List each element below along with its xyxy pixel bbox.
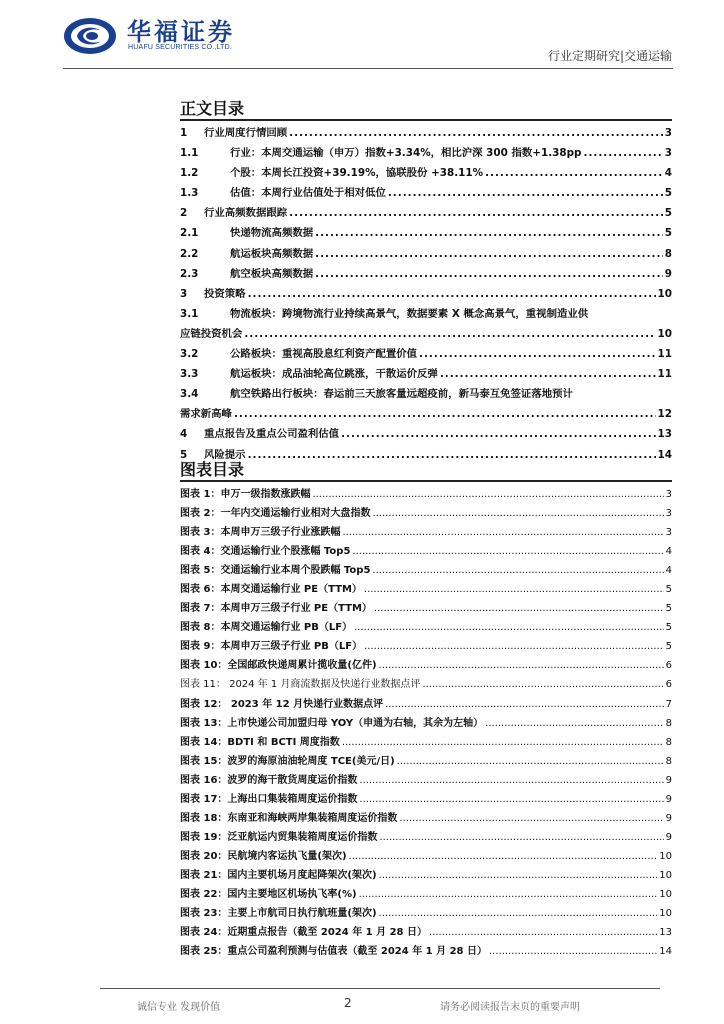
toc-leader-dots xyxy=(419,348,656,360)
figures-list xyxy=(180,485,672,961)
footer-divider xyxy=(100,988,660,989)
figure-item-page: 9 xyxy=(665,793,672,805)
toc-item-title: 估值：本周行业估值处于相对低位 xyxy=(230,187,386,200)
toc-item-page: 10 xyxy=(657,327,672,340)
toc-item-number: 2.2 xyxy=(180,247,199,260)
figure-item-page: 5 xyxy=(665,584,672,596)
figure-leader-dots xyxy=(374,603,664,614)
toc-leader-dots xyxy=(244,328,655,340)
brand-name-en: HUAFU SECURITIES CO.,LTD. xyxy=(128,44,233,51)
toc-leader-dots xyxy=(289,127,663,139)
footer-slogan: 诚信专业 发现价值 xyxy=(137,1002,221,1013)
figure-item[interactable] xyxy=(180,942,672,961)
figure-item-title: 图表 2：一年内交通运输行业相对大盘指数 xyxy=(180,508,371,520)
toc-item-title: 公路板块：重视高股息红利资产配置价值 xyxy=(230,348,418,361)
figure-item-page: 8 xyxy=(665,755,672,767)
figure-item[interactable] xyxy=(180,885,672,904)
toc-item-page: 9 xyxy=(664,267,672,280)
figure-item-page: 7 xyxy=(665,698,672,710)
toc-item[interactable] xyxy=(180,124,672,144)
toc-item[interactable] xyxy=(180,385,672,405)
figure-item[interactable] xyxy=(180,790,672,809)
figure-leader-dots xyxy=(352,546,663,557)
toc-item[interactable] xyxy=(180,365,672,385)
toc-leader-dots xyxy=(289,207,663,219)
figures-title-rule xyxy=(180,480,672,482)
toc-item-page: 3 xyxy=(664,147,672,160)
figure-item-page: 10 xyxy=(659,908,672,920)
toc-item-page: 12 xyxy=(657,408,672,421)
figure-item[interactable] xyxy=(180,656,672,675)
figure-item-title: 图表 3：本周申万三级子行业涨跌幅 xyxy=(180,527,341,539)
figure-item[interactable] xyxy=(180,923,672,942)
toc-item-title: 快递物流高频数据 xyxy=(230,227,314,240)
figure-item-title: 图表 12： 2023 年 12 月快递行业数据点评 xyxy=(180,698,384,710)
toc-item-number: 4 xyxy=(180,428,188,441)
figure-leader-dots xyxy=(354,622,664,633)
toc-item-number: 2.3 xyxy=(180,267,199,280)
toc-item[interactable] xyxy=(180,164,672,184)
figure-leader-dots xyxy=(364,641,664,652)
toc-item-title: 航运板块高频数据 xyxy=(230,247,314,260)
figure-item-title: 图表 20：民航境内客运执飞量(架次) xyxy=(180,850,347,862)
figure-leader-dots xyxy=(379,908,658,919)
figure-leader-dots xyxy=(379,870,658,881)
toc-leader-dots xyxy=(341,428,655,440)
footer-disclaimer: 请务必阅读报告末页的重要声明 xyxy=(440,1002,580,1013)
figure-item-page: 4 xyxy=(665,565,672,577)
figure-item-title: 图表 11： 2024 年 1 月商流数据及快递行业数据点评 xyxy=(180,679,421,691)
toc-item-title: 个股：本周长江投资+39.19%，協联股份 +38.11% xyxy=(230,167,484,180)
figure-item-title: 图表 6：本周交通运输行业 PE（TTM） xyxy=(180,584,362,596)
figure-item-title: 图表 13：上市快递公司加盟归母 YOY（申通为右轴，其余为左轴） xyxy=(180,717,484,729)
figure-item[interactable] xyxy=(180,637,672,656)
toc-item[interactable] xyxy=(180,224,672,244)
figure-item-title: 图表 14：BDTI 和 BCTI 周度指数 xyxy=(180,736,340,748)
figure-item-title: 图表 9：本周申万三级子行业 PB（LF） xyxy=(180,641,363,653)
toc-item-title: 航空铁路出行板块：春运前三天旅客量远超疫前，新马泰互免签证落地预计 xyxy=(230,388,573,401)
toc-item-title: 行业高频数据跟踪 xyxy=(204,207,288,220)
figure-item[interactable] xyxy=(180,580,672,599)
toc-item-title: 行业：本周交通运输（申万）指数+3.34%，相比沪深 300 指数+1.38pp xyxy=(230,147,582,160)
toc-leader-dots xyxy=(485,167,663,179)
figure-leader-dots xyxy=(372,565,663,576)
toc-leader-dots xyxy=(234,408,656,420)
toc-item-page: 5 xyxy=(664,227,672,240)
toc-item[interactable] xyxy=(180,305,672,325)
toc-leader-dots xyxy=(315,227,663,239)
toc-item-title: 行业周度行情回顾 xyxy=(204,127,288,139)
toc-item[interactable] xyxy=(180,446,672,466)
figure-item[interactable] xyxy=(180,675,672,694)
toc-item-title: 重点报告及重点公司盈利估值 xyxy=(204,428,340,441)
toc-item-continuation[interactable] xyxy=(180,405,672,425)
toc-item-title: 风险提示 xyxy=(204,448,246,461)
figure-item[interactable] xyxy=(180,561,672,580)
toc-item-page: 10 xyxy=(657,287,672,300)
toc-item-title: 物流板块：跨境物流行业持续高景气，数据要素 X 概念高景气，重视制造业供 xyxy=(230,307,589,320)
figure-item-page: 5 xyxy=(665,622,672,634)
page-header xyxy=(0,0,724,72)
toc-item-title: 投资策略 xyxy=(204,287,246,300)
figure-item-title: 图表 24：近期重点报告（截至 2024 年 1 月 28 日） xyxy=(180,927,427,939)
toc-item-page: 5 xyxy=(664,207,672,220)
toc-item-page: 5 xyxy=(664,187,672,200)
report-type: 行业定期研究|交通运输 xyxy=(547,49,672,63)
figure-item-page: 6 xyxy=(665,679,672,691)
figure-leader-dots xyxy=(397,756,664,767)
toc-item[interactable] xyxy=(180,144,672,164)
figure-item-page: 9 xyxy=(665,831,672,843)
toc-list xyxy=(180,124,672,466)
toc-item-number: 5 xyxy=(180,448,188,461)
figure-item-page: 4 xyxy=(665,546,672,558)
toc-item-title-cont: 应链投资机会 xyxy=(180,327,243,340)
figure-item-title: 图表 4：交通运输行业个股涨幅 Top5 xyxy=(180,546,351,558)
figure-item-page: 9 xyxy=(665,774,672,786)
toc-item-number: 3.4 xyxy=(180,388,199,401)
figure-item-title: 图表 22：国内主要地区机场执飞率(%) xyxy=(180,888,357,900)
figure-leader-dots xyxy=(359,775,663,786)
figure-item-title: 图表 21：国内主要机场月度起降架次(架次) xyxy=(180,869,377,881)
figure-item-page: 3 xyxy=(665,508,672,520)
toc-item[interactable] xyxy=(180,204,672,224)
figure-item-title: 图表 7：本周申万三级子行业 PE（TTM） xyxy=(180,603,372,615)
figure-item[interactable] xyxy=(180,733,672,752)
figures-title: 图表目录 xyxy=(180,460,245,479)
figure-leader-dots xyxy=(342,527,663,538)
toc-leader-dots xyxy=(315,268,663,280)
toc-item-page: 13 xyxy=(657,428,672,441)
toc-item-number: 1 xyxy=(180,127,188,139)
toc-item-number: 1.1 xyxy=(180,147,199,160)
figure-item-page: 13 xyxy=(659,927,672,939)
figure-item-title: 图表 16：波罗的海干散货周度运价指数 xyxy=(180,774,358,786)
figure-leader-dots xyxy=(312,489,663,500)
figure-item-page: 10 xyxy=(659,888,672,900)
figure-item-page: 10 xyxy=(659,869,672,881)
figure-leader-dots xyxy=(485,718,663,729)
figure-leader-dots xyxy=(364,584,664,595)
figure-leader-dots xyxy=(422,679,663,690)
figure-item[interactable] xyxy=(180,695,672,714)
figure-item-page: 6 xyxy=(665,660,672,672)
figure-item-title: 图表 8：本周交通运输行业 PB（LF） xyxy=(180,622,353,634)
figure-item-title: 图表 17：上海出口集装箱周度运价指数 xyxy=(180,793,358,805)
figure-item[interactable] xyxy=(180,866,672,885)
brand-name-cn: 华福证券 xyxy=(127,17,235,46)
toc-title: 正文目录 xyxy=(180,99,245,118)
figure-item-page: 5 xyxy=(665,641,672,653)
figure-item-page: 9 xyxy=(665,812,672,824)
toc-item-number: 3.2 xyxy=(180,348,199,361)
figure-item[interactable] xyxy=(180,904,672,923)
figure-item-page: 14 xyxy=(659,946,672,958)
page-number: 2 xyxy=(344,996,352,1010)
figure-item-title: 图表 15：波罗的海原油油轮周度 TCE(美元/日) xyxy=(180,755,395,767)
toc-leader-dots xyxy=(440,368,656,380)
toc-item-page: 3 xyxy=(664,127,672,139)
figure-item-title: 图表 23：主要上市航司日执行航班量(架次) xyxy=(180,908,377,920)
figure-leader-dots xyxy=(372,508,663,519)
figure-leader-dots xyxy=(359,794,663,805)
figure-item[interactable] xyxy=(180,599,672,618)
figure-item[interactable] xyxy=(180,752,672,771)
toc-item-page: 14 xyxy=(657,448,672,461)
toc-item-number: 1.2 xyxy=(180,167,199,180)
figure-leader-dots xyxy=(385,699,664,710)
toc-item-page: 4 xyxy=(664,167,672,180)
toc-item[interactable] xyxy=(180,425,672,445)
toc-item[interactable] xyxy=(180,345,672,365)
figure-leader-dots xyxy=(399,813,663,824)
figure-item-page: 10 xyxy=(659,850,672,862)
toc-item-title-cont: 需求新高峰 xyxy=(180,408,232,421)
figure-item-title: 图表 1：申万一级指数涨跌幅 xyxy=(180,489,311,500)
figure-leader-dots xyxy=(429,927,657,938)
toc-item-number: 2.1 xyxy=(180,227,199,240)
toc-item-number: 3.3 xyxy=(180,368,199,381)
figure-item-title: 图表 19：泛亚航运内贸集装箱周度运价指数 xyxy=(180,831,378,843)
toc-item-number: 3 xyxy=(180,287,188,300)
figure-item[interactable] xyxy=(180,809,672,828)
toc-leader-dots xyxy=(248,288,656,300)
toc-item-number: 1.3 xyxy=(180,187,199,200)
figure-item-page: 5 xyxy=(665,603,672,615)
toc-item-title: 航空板块高频数据 xyxy=(230,267,314,280)
toc-item-page: 11 xyxy=(657,368,672,381)
toc-item-title: 航运板块：成品油轮高位跳涨，干散运价反弹 xyxy=(230,368,438,381)
figure-item[interactable] xyxy=(180,485,672,504)
toc-title-rule xyxy=(180,119,672,121)
figure-leader-dots xyxy=(342,737,664,748)
toc-item[interactable] xyxy=(180,184,672,204)
figure-item-title: 图表 25：重点公司盈利预测与估值表（截至 2024 年 1 月 28 日） xyxy=(180,946,487,958)
figure-item-page: 8 xyxy=(665,717,672,729)
toc-item-page: 8 xyxy=(664,247,672,260)
toc-item-continuation[interactable] xyxy=(180,325,672,345)
toc-item[interactable] xyxy=(180,265,672,285)
figure-item[interactable] xyxy=(180,504,672,523)
figure-item-title: 图表 5：交通运输行业本周个股跌幅 Top5 xyxy=(180,565,371,577)
header-divider xyxy=(63,68,673,69)
toc-leader-dots xyxy=(388,187,663,199)
figure-item[interactable] xyxy=(180,847,672,866)
toc-item-number: 3.1 xyxy=(180,307,199,320)
figure-item-title: 图表 10：全国邮政快递周累计揽收量(亿件) xyxy=(180,660,377,672)
toc-leader-dots xyxy=(315,248,663,260)
figure-item[interactable] xyxy=(180,542,672,561)
huafu-logo-icon xyxy=(63,16,119,56)
toc-leader-dots xyxy=(248,449,656,461)
figure-leader-dots xyxy=(489,946,657,957)
figure-item[interactable] xyxy=(180,523,672,542)
figure-leader-dots xyxy=(379,660,664,671)
figure-item-page: 3 xyxy=(665,489,672,500)
figure-leader-dots xyxy=(379,832,663,843)
figure-leader-dots xyxy=(359,889,658,900)
figure-item[interactable] xyxy=(180,771,672,790)
toc-item-page: 11 xyxy=(657,348,672,361)
toc-leader-dots xyxy=(584,147,663,159)
figure-leader-dots xyxy=(349,851,658,862)
toc-item[interactable] xyxy=(180,245,672,265)
toc-item-number: 2 xyxy=(180,207,188,220)
figure-item[interactable] xyxy=(180,714,672,733)
figure-item-page: 3 xyxy=(665,527,672,539)
figure-item[interactable] xyxy=(180,618,672,637)
figure-item[interactable] xyxy=(180,828,672,847)
toc-item[interactable] xyxy=(180,285,672,305)
figure-item-title: 图表 18：东南亚和海峡两岸集装箱周度运价指数 xyxy=(180,812,398,824)
figure-item-page: 8 xyxy=(665,736,672,748)
